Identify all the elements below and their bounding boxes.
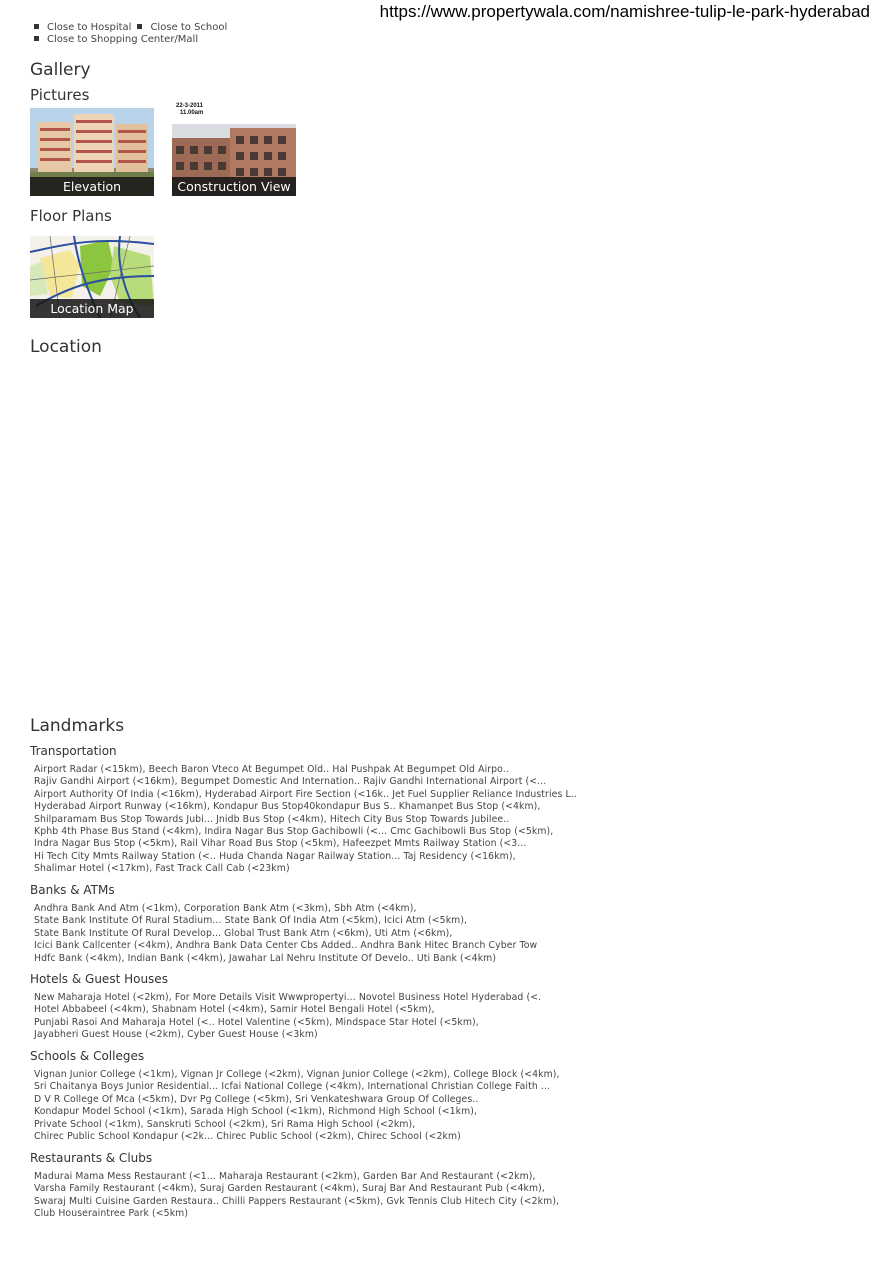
location-title: Location [30, 337, 102, 357]
section-text: New Maharaja Hotel (<2km), For More Details Visit Wwwpropertyi... Novotel Business Hotel Hyderabad (<. Hotel Abbabeel (<4km), Shabnam Hotel (<4km), Samir Hotel Bengali Hotel (<5km), Punjabi Rasoi And Maharaja Hotel (<.. Hotel Valentine (<5km), Mindspace Star Hotel (<5km), Jayabheri Guest House (<2km), Cyber Guest House (<3km) [34, 992, 542, 1041]
landmark-section-restaurants [30, 1151, 590, 1221]
pictures-title: Pictures [30, 86, 90, 104]
landmarks-title: Landmarks [30, 716, 125, 736]
elevation-caption: Elevation [30, 177, 154, 196]
section-text: Madurai Mama Mess Restaurant (<1... Maharaja Restaurant (<2km), Garden Bar And Restaurant (<2km), Varsha Family Restaurant (<4km), Suraj Garden Restaurant (<4km), Suraj Bar And Restaurant Pub (<4km), Swaraj Multi Cuisine Garden Restaura.. Chilli Pappers Restaurant (<5km), Gvk Tennis Club Hitech City (<2km), Club Houseraintree Park (<5km) [34, 1171, 560, 1220]
section-heading: Transportation [30, 744, 117, 758]
feature-item: Close to Hospital [34, 22, 131, 34]
photo-date-stamp [172, 100, 296, 124]
stamp-date: 22-3-2011 [176, 103, 204, 109]
section-heading: Restaurants & Clubs [30, 1151, 153, 1165]
section-text: Vignan Junior College (<1km), Vignan Jr College (<2km), Vignan Junior College (<2km), College Block (<4km), Sri Chaitanya Boys Junior Residential... Icfai National College (<4km), International Christian College Faith ... D V R College Of Mca (<5km), Dvr Pg College (<5km), Sri Venkateshwara Group Of Colleges.. Kondapur Model School (<1km), Sarada High School (<1km), Richmond High School (<1km), Private School (<1km), Sanskruti School (<2km), Sri Rama High School (<2km), Chirec Public School Kondapur (<2k... Chirec Public School (<2km), Chirec School (<2km) [34, 1069, 560, 1143]
gallery-title: Gallery [30, 60, 91, 80]
landmark-section-banks [30, 883, 590, 965]
section-text: Andhra Bank And Atm (<1km), Corporation Bank Atm (<3km), Sbh Atm (<4km), State Bank Institute Of Rural Stadium... State Bank Of India Atm (<5km), Icici Atm (<5km), State Bank Institute Of Rural Develop... Global Trust Bank Atm (<6km), Uti Atm (<6km), Icici Bank Callcenter (<4km), Andhra Bank Data Center Cbs Added.. Andhra Bank Hitec Branch Cyber Tow Hdfc Bank (<4km), Indian Bank (<4km), Jawahar Lal Nehru Institute Of Develo.. Uti Bank (<4km) [34, 903, 538, 964]
elevation-thumbnail[interactable] [30, 108, 154, 196]
feature-item: Close to School [137, 22, 227, 34]
landmark-section-transportation [30, 744, 590, 876]
features-list [34, 22, 334, 46]
section-text: Airport Radar (<15km), Beech Baron Vteco At Begumpet Old.. Hal Pushpak At Begumpet Old Airpo.. Rajiv Gandhi Airport (<16km), Begumpet Domestic And Internation.. Rajiv Gandhi International Airport (<... Airport Authority Of India (<16km), Hyderabad Airport Fire Section (<16k.. Jet Fuel Supplier Reliance Industries L.. Hyderabad Airport Runway (<16km), Kondapur Bus Stop40kondapur Bus S.. Khamanpet Bus Stop (<4km), Shilparamam Bus Stop Towards Jubi... Jnidb Bus Stop (<4km), Hitech City Bus Stop Towards Jubilee.. Kphb 4th Phase Bus Stand (<4km), Indira Nagar Bus Stop Gachibowli (<... Cmc Gachibowli Bus Stop (<5km), Indra Nagar Bus Stop (<5km), Rail Vihar Road Bus Stop (<5km), Hafeezpet Mmts Railway Station (<3... Hi Tech City Mmts Railway Station (<.. Huda Chanda Nagar Railway Station... Taj Residency (<16km), Shalimar Hotel (<17km), Fast Track Call Cab (<23km) [34, 764, 577, 875]
floor-plans-title: Floor Plans [30, 207, 112, 225]
construction-view-caption: Construction View [172, 177, 296, 196]
section-heading: Banks & ATMs [30, 883, 115, 897]
construction-view-thumbnail[interactable] [172, 100, 296, 196]
page-url: https://www.propertywala.com/namishree-tulip-le-park-hyderabad [379, 2, 870, 21]
section-heading: Hotels & Guest Houses [30, 972, 168, 986]
stamp-time: 11.00am [180, 110, 204, 116]
feature-item: Close to Shopping Center/Mall [34, 34, 198, 46]
location-map-caption: Location Map [30, 299, 154, 318]
location-map-thumbnail[interactable] [30, 236, 154, 318]
section-heading: Schools & Colleges [30, 1049, 145, 1063]
landmark-section-schools [30, 1049, 590, 1143]
landmark-section-hotels [30, 972, 590, 1042]
